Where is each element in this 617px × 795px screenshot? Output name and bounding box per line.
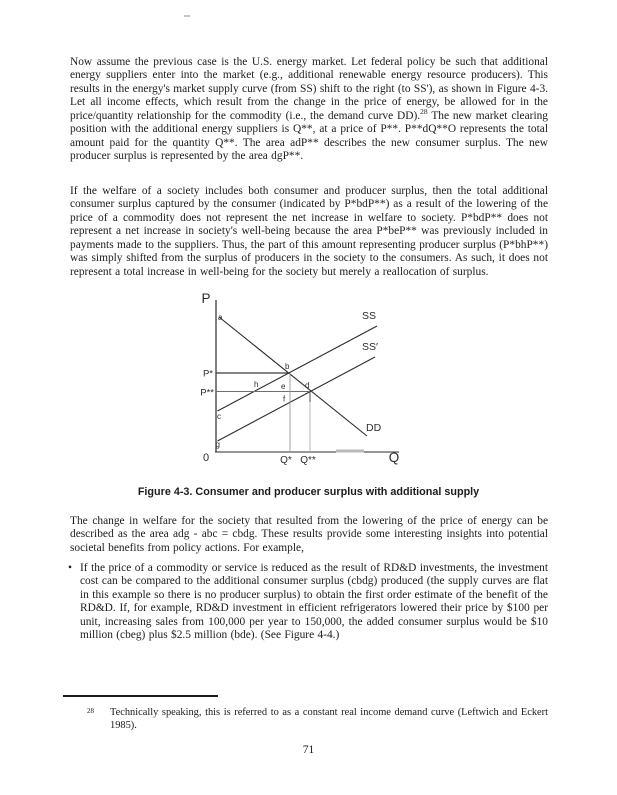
- scan-artifact: [184, 15, 190, 17]
- y-axis-label: P: [201, 291, 211, 306]
- bullet-icon: •: [68, 562, 72, 574]
- point-b-label: b: [285, 362, 290, 371]
- paragraph-1: [70, 56, 548, 164]
- x-axis-label: Q: [388, 450, 400, 465]
- footnote-rule: [63, 695, 218, 697]
- paragraph-1-continued: The new market clearing position with the additional energy suppliers is Q**, at a price of P**. P**dQ**O represents the total amount paid for the quantity Q**. The area adP** describes the new consumer surplus. The new producer surplus is represented by the area dgP**.: [70, 109, 548, 163]
- figure-caption: Figure 4-3. Consumer and producer surplus with additional supply: [137, 486, 480, 498]
- origin-label: 0: [202, 452, 210, 464]
- bullet-item: [68, 562, 548, 643]
- p-star-label: P*: [202, 368, 213, 380]
- scan-smudge: [336, 450, 364, 453]
- q-star-label: Q*: [280, 455, 292, 466]
- point-g-label: g: [215, 440, 220, 449]
- point-d-label: d: [305, 381, 310, 390]
- point-e-label: e: [281, 382, 286, 391]
- point-h-label: h: [254, 380, 259, 389]
- paragraph-2: If the welfare of a society includes both consumer and producer surplus, then the total additional consumer surplus captured by the consumer (indicated by P*bdP**) as a result of the lowering of the price of a commodity does not represent the net increase in welfare to society. P*bdP** does not represent a net increase in society's well-being because the area P*beP** was previously included in payments made to the suppliers. Thus, the part of this amount representing producer surplus (P*bhP**) was simply shifted from the surplus of producers in the society to the consumers. As such, it does not represent a total increase in well-being for the society but merely a reallocation of surplus.: [70, 185, 548, 278]
- page-number: 71: [302, 744, 315, 756]
- point-c-label: c: [217, 412, 221, 421]
- bullet-text: If the price of a commodity or service is reduced as the result of RD&D investments, the investment cost can be compared to the additional consumer surplus (cbdg) produced (the supply curves are flat in this example so there is no producer surplus) to obtain the first order estimate of the benefit of the RD&D. If, for example, RD&D investment in efficient refrigerators lowered their price by $100 per unit, increasing sales from 100,000 per year to 150,000, the added consumer surplus would be $10 million (cbeg) plus $2.5 million (bde). (See Figure 4-4.): [80, 562, 548, 642]
- point-a-label: a: [218, 313, 223, 322]
- footnote-text: Technically speaking, this is referred to as a constant real income demand curve (Leftwich and Eckert 1985).: [110, 707, 548, 732]
- footnote-28: [87, 706, 548, 732]
- q-double-star-label: Q**: [300, 455, 316, 466]
- footnote-number: 28: [87, 707, 94, 715]
- demand-curve-dd: [219, 317, 367, 436]
- ss-label: SS: [362, 310, 377, 322]
- paragraph-1-text: Now assume the previous case is the U.S. energy market. Let federal policy be such that additional energy suppliers enter into the market (e.g., additional renewable energy resource producers). This results in the energy's market supply curve (from SS) shift to the right (to SS'), as shown in Figure 4-3. Let all income effects, which result from the change in the price of energy, be allowed for in the price/quantity relationship for the commodity (i.e., the demand curve DD).: [70, 56, 548, 122]
- footnote-reference-28[interactable]: 28: [420, 107, 428, 117]
- paragraph-3: The change in welfare for the society that resulted from the lowering of the price of energy can be described as the area adg - abc = cbdg. These results provide some interesting insights into potential societal benefits from policy actions. For example,: [70, 515, 548, 554]
- dd-label: DD: [366, 422, 382, 434]
- figure-4-3-diagram: [170, 288, 420, 478]
- point-f-label: f: [283, 394, 286, 404]
- p-double-star-label: P**: [200, 387, 214, 399]
- ss-prime-label: SS′: [362, 341, 378, 353]
